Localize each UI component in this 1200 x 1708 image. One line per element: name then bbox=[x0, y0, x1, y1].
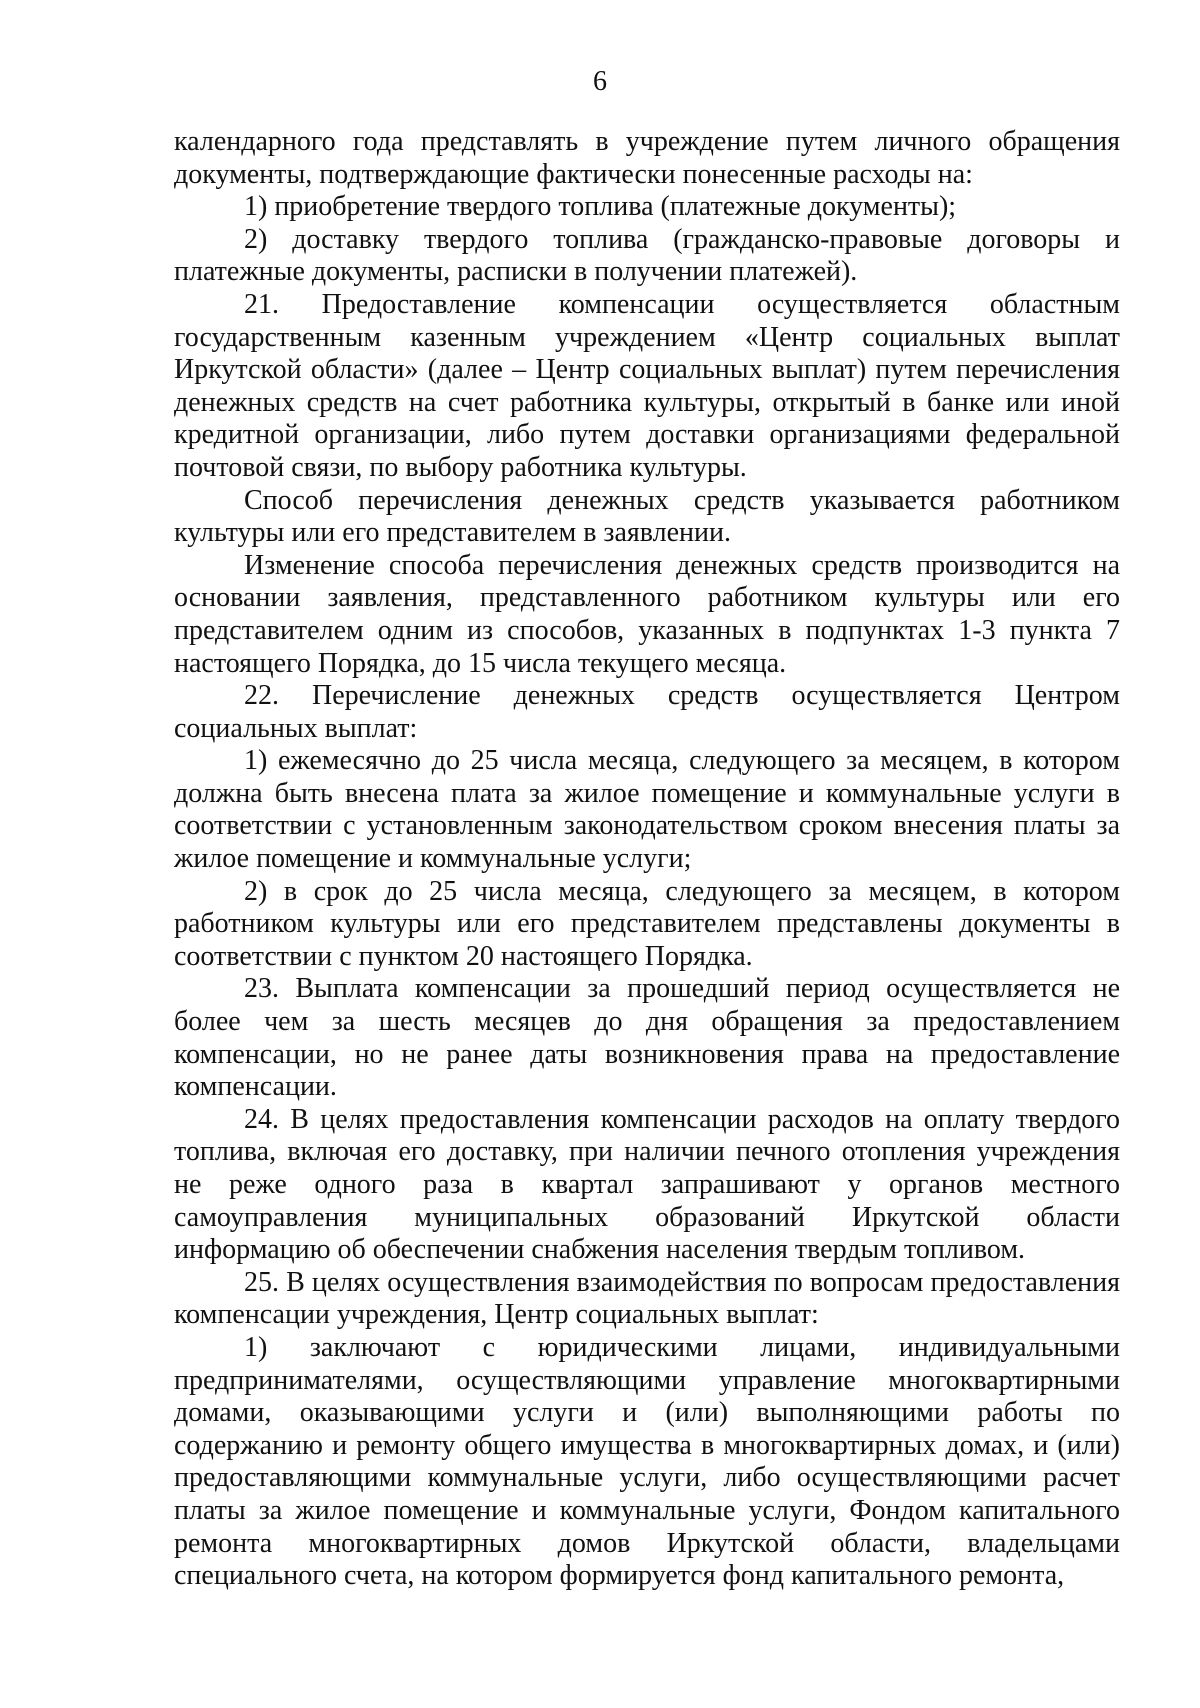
paragraph-clause-22-item-2: 2) в срок до 25 числа месяца, следующего за месяцем, в котором работником культуры или его представителем представлены документы в соответствии с пунктом 20 настоящего Порядка. bbox=[174, 875, 1120, 972]
paragraph-clause-24: 24. В целях предоставления компенсации расходов на оплату твердого топлива, включая его доставку, при наличии печного отопления учреждения не реже одного раза в квартал запрашивают у органов местного самоуправления муниципальных образований Иркутской области информацию об обеспечении снабжения населения твердым топливом. bbox=[174, 1103, 1120, 1266]
paragraph-clause-25-item-1: 1) заключают с юридическими лицами, индивидуальными предпринимателями, осуществляющими управление многоквартирными домами, оказывающими услуги и (или) выполняющими работы по содержанию и ремонту общего имущества в многоквартирных домах, и (или) предоставляющими коммунальные услуги, либо осуществляющими расчет платы за жилое помещение и коммунальные услуги, Фондом капитального ремонта многоквартирных домов Иркутской области, владельцами специального счета, на котором формируется фонд капитального ремонта, bbox=[174, 1331, 1120, 1592]
paragraph-item-1-fuel-purchase: 1) приобретение твердого топлива (платежные документы); bbox=[244, 191, 957, 223]
paragraph-clause-25: 25. В целях осуществления взаимодействия по вопросам предоставления компенсации учреждения, Центр социальных выплат: bbox=[174, 1266, 1120, 1331]
document-body bbox=[174, 126, 1120, 1593]
paragraph-clause-22: 22. Перечисление денежных средств осуществляется Центром социальных выплат: bbox=[174, 680, 1120, 744]
paragraph-clause-23: 23. Выплата компенсации за прошедший период осуществляется не более чем за шесть месяцев до дня обращения за предоставлением компенсации, но не ранее даты возникновения права на предоставление компенсации. bbox=[174, 973, 1120, 1103]
paragraph-transfer-method: Способ перечисления денежных средств указывается работником культуры или его представителем в заявлении. bbox=[174, 484, 1120, 549]
paragraph-clause-22-item-1: 1) ежемесячно до 25 числа месяца, следующего за месяцем, в котором должна быть внесена плата за жилое помещение и коммунальные услуги в соответствии с установленным законодательством сроком внесения платы за жилое помещение и коммунальные услуги; bbox=[174, 745, 1120, 875]
paragraph-transfer-method-change: Изменение способа перечисления денежных средств производится на основании заявления, представленного работником культуры или его представителем одним из способов, указанных в подпунктах 1-3 пункта 7 настоящего Порядка, до 15 числа текущего месяца. bbox=[174, 549, 1120, 679]
page-number: 6 bbox=[593, 66, 607, 97]
paragraph-continuation: календарного года представлять в учреждение путем личного обращения документы, подтверждающие фактически понесенные расходы на: bbox=[174, 126, 1120, 190]
paragraph-clause-21: 21. Предоставление компенсации осуществляется областным государственным казенным учреждением «Центр социальных выплат Иркутской области» (далее – Центр социальных выплат) путем перечисления денежных средств на счет работника культуры, открытый в банке или иной кредитной организации, либо путем доставки организациями федеральной почтовой связи, по выбору работника культуры. bbox=[174, 288, 1120, 483]
paragraph-item-2-fuel-delivery: 2) доставку твердого топлива (гражданско-правовые договоры и платежные документы, расписки в получении платежей). bbox=[174, 223, 1120, 288]
